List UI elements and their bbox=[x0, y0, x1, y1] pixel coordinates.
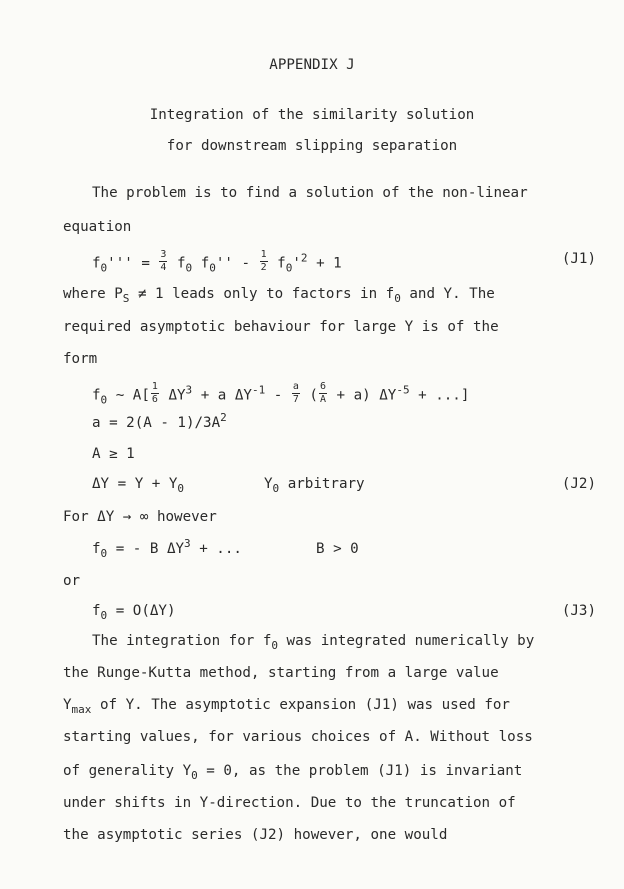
body-line-6: under shifts in Y-direction. Due to the truncation of bbox=[63, 795, 516, 811]
for-line: For ΔY → ∞ however bbox=[63, 509, 217, 525]
a-definition: $a = 2(A - 1)/3A^2$ bbox=[92, 411, 227, 431]
b-condition: B > 0 bbox=[316, 541, 359, 557]
body-line-3: $Y_{max}$ of Y. The asymptotic expansion (J1) was used for bbox=[63, 697, 510, 716]
title-line-2: for downstream slipping separation bbox=[166, 138, 458, 154]
equation-j3-label: (J3) bbox=[561, 603, 596, 619]
where-line: where $P_S \ne 1$ leads only to factors in $f_0$ and Y. The bbox=[63, 286, 495, 305]
or-word: or bbox=[63, 573, 81, 589]
intro-line-2: equation bbox=[63, 219, 132, 235]
form-line: form bbox=[63, 351, 98, 367]
y0-arbitrary: $Y_0$ arbitrary bbox=[264, 476, 365, 495]
body-line-2: the Runge-Kutta method, starting from a large value bbox=[63, 665, 499, 681]
body-line-4: starting values, for various choices of A. Without loss bbox=[63, 729, 533, 745]
body-line-7: the asymptotic series (J2) however, one would bbox=[63, 827, 448, 843]
asymptotic-expansion: $f_0$ ~ A[ $\frac{1}{6}$ $\Delta Y^3 + a$ $\Delta Y^{-1}$ - $\frac{a}{7}$ ( $\frac{6}{A}$ + a) $\Delta Y^{-5}$ + ...] bbox=[92, 381, 470, 407]
appendix-heading: APPENDIX J bbox=[269, 57, 355, 73]
equation-j2-label: (J2) bbox=[561, 476, 596, 492]
asymptotic-line: required asymptotic behaviour for large Y is of the bbox=[63, 319, 499, 335]
intro-line-1: The problem is to find a solution of the non-linear bbox=[92, 185, 528, 201]
equation-j1: $f_0'''$ = $\frac{3}{4}$ $f_0$ $f_0''$ - $\frac{1}{2}$ $f_0'^2 + 1$ bbox=[92, 249, 342, 275]
delta-y-definition: $\Delta Y = Y + Y_0$ bbox=[92, 476, 185, 495]
title-line-1: Integration of the similarity solution bbox=[149, 107, 475, 123]
equation-j1-label: (J1) bbox=[561, 251, 596, 267]
body-line-5: of generality $Y_0 = 0$, as the problem (J1) is invariant bbox=[63, 763, 523, 782]
equation-b: $f_0$ = - B $\Delta Y^3$ + ... bbox=[92, 537, 242, 560]
equation-j3: $f_0 = O(\Delta Y)$ bbox=[92, 603, 176, 622]
A-condition: A ≥ 1 bbox=[92, 446, 135, 462]
body-line-1: The integration for $f_0$ was integrated numerically by bbox=[92, 633, 535, 652]
